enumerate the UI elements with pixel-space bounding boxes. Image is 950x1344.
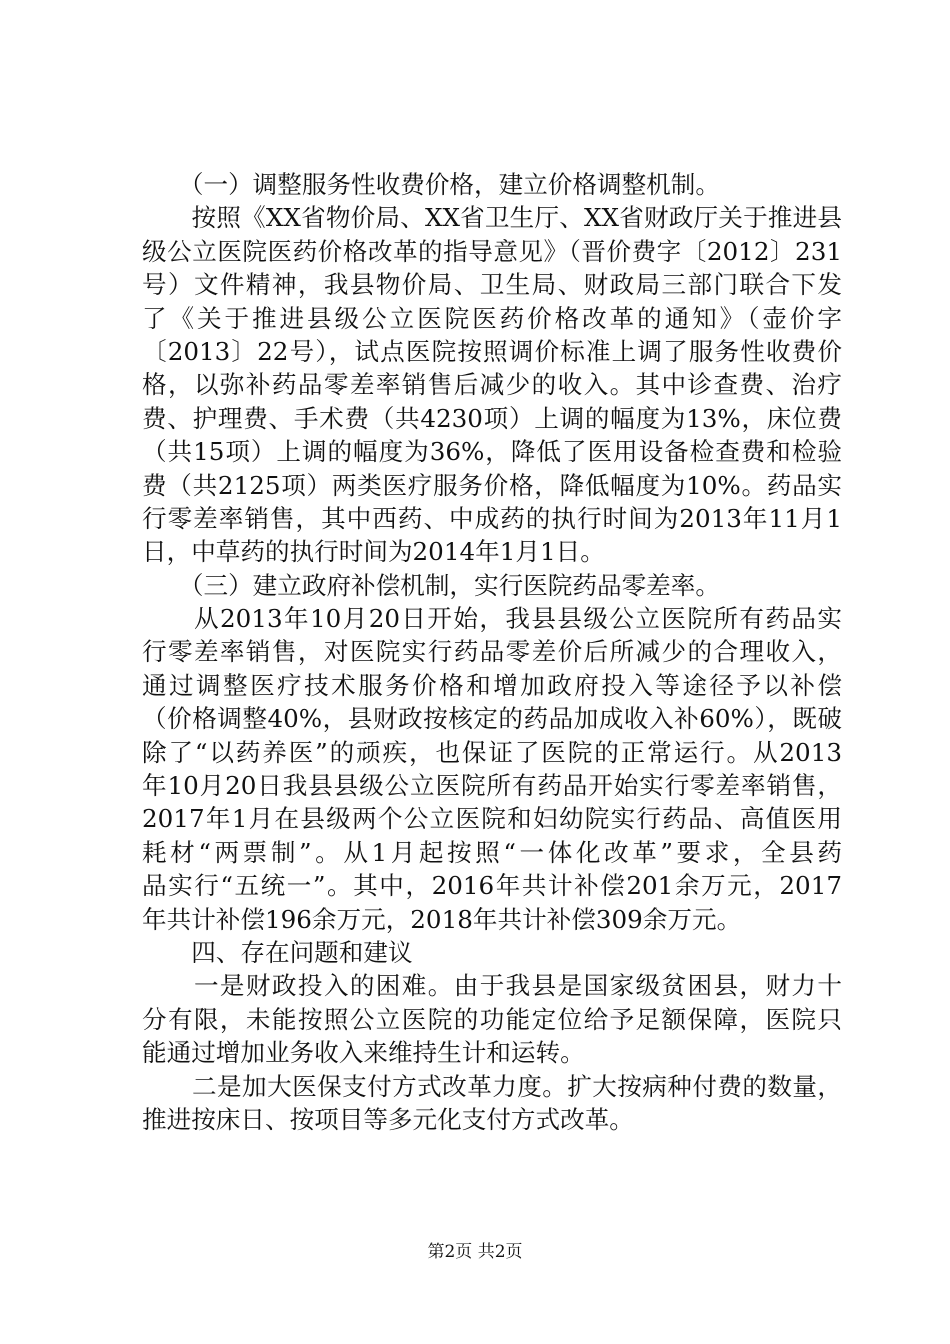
paragraph-line: 除了“以药养医”的顽疾，也保证了医院的正常运行。从2013 <box>142 737 842 767</box>
paragraph-line: 了《关于推进县级公立医院医药价格改革的通知》（壶价字 <box>142 303 842 333</box>
paragraph-line: 格，以弥补药品零差率销售后减少的收入。其中诊查费、治疗 <box>142 370 842 400</box>
paragraph-line: 耗材“两票制”。从1月起按照“一体化改革”要求，全县药 <box>142 837 842 867</box>
paragraph-line: 行零差率销售，其中西药、中成药的执行时间为2013年11月1 <box>142 503 842 533</box>
paragraph-line: 通过调整医疗技术服务价格和增加政府投入等途径予以补偿 <box>142 670 842 700</box>
paragraph-line: 行零差率销售，对医院实行药品零差价后所减少的合理收入， <box>142 637 842 667</box>
paragraph-line: 费、护理费、手术费（共4230项）上调的幅度为13%，床位费 <box>142 403 842 433</box>
paragraph-line: 〔2013〕22号），试点医院按照调价标准上调了服务性收费价 <box>142 336 842 366</box>
paragraph-line: 号）文件精神，我县物价局、卫生局、财政局三部门联合下发 <box>142 270 842 300</box>
paragraph-line: 推进按床日、按项目等多元化支付方式改革。 <box>142 1104 634 1134</box>
paragraph-line: 二是加大医保支付方式改革力度。扩大按病种付费的数量， <box>142 1071 842 1101</box>
paragraph-line: 按照《XX省物价局、XX省卫生厅、XX省财政厅关于推进县 <box>142 203 842 233</box>
paragraph-line: （价格调整40%，县财政按核定的药品加成收入补60%），既破 <box>142 704 842 734</box>
paragraph-line: 能通过增加业务收入来维持生计和运转。 <box>142 1038 585 1068</box>
paragraph-line: 年10月20日我县县级公立医院所有药品开始实行零差率销售， <box>142 771 842 801</box>
paragraph-line: 从2013年10月20日开始，我县县级公立医院所有药品实 <box>142 604 842 634</box>
paragraph-line: 年共计补偿196余万元，2018年共计补偿309余万元。 <box>142 904 742 934</box>
paragraph-line: （共15项）上调的幅度为36%，降低了医用设备检查费和检验 <box>142 437 842 467</box>
document-body <box>142 168 842 1136</box>
heading-line: （一）调整服务性收费价格，建立价格调整机制。 <box>142 170 720 199</box>
paragraph-line: 费（共2125项）两类医疗服务价格，降低幅度为10%。药品实 <box>142 470 842 500</box>
paragraph-line: 分有限，未能按照公立医院的功能定位给予足额保障，医院只 <box>142 1004 842 1034</box>
heading-line: 四、存在问题和建议 <box>142 937 413 967</box>
heading-line: （三）建立政府补偿机制，实行医院药品零差率。 <box>142 570 720 600</box>
paragraph-line: 日，中草药的执行时间为2014年1月1日。 <box>142 537 605 567</box>
paragraph-line: 2017年1月在县级两个公立医院和妇幼院实行药品、高值医用 <box>142 804 842 834</box>
paragraph-line: 级公立医院医药价格改革的指导意见》（晋价费字〔2012〕231 <box>142 236 842 266</box>
paragraph-line: 品实行“五统一”。其中，2016年共计补偿201余万元，2017 <box>142 871 842 901</box>
paragraph-line: 一是财政投入的困难。由于我县是国家级贫困县，财力十 <box>142 971 842 1001</box>
page-number-footer: 第2页 共2页 <box>427 1242 523 1262</box>
